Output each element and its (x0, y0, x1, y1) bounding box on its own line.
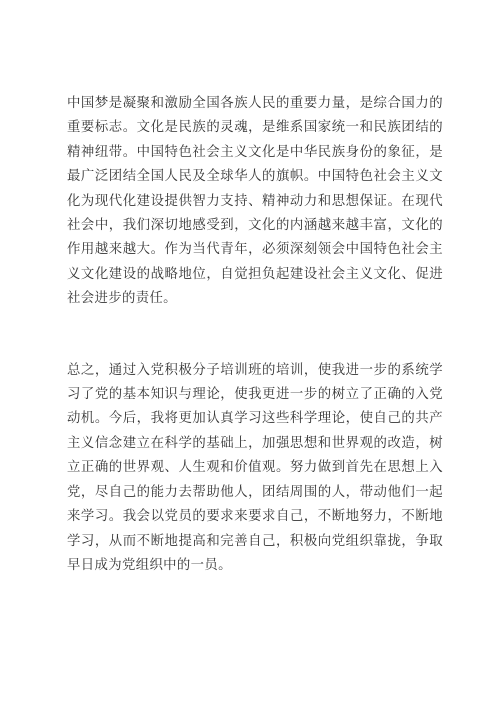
paragraph-conclusion: 总之，通过入党积极分子培训班的培训，使我进一步的系统学习了党的基本知识与理论，使我更进一步的树立了正确的入党动机。今后，我将更加认真学习这些科学理论，使自己的共产主义信念建立在科学的基础上，加强思想和世界观的改造，树立正确的世界观、人生观和价值观。努力做到首先在思想上入党，尽自己的能力去帮助他人，团结周围的人，带动他们一起来学习。我会以党员的要求来要求自己，不断地努力，不断地学习，从而不断地提高和完善自己，积极向党组织靠拢，争取早日成为党组织中的一员。 (67, 362, 443, 573)
document-body (67, 92, 443, 578)
paragraph-culture: 中国梦是凝聚和激励全国各族人民的重要力量，是综合国力的重要标志。文化是民族的灵魂，是维系国家统一和民族团结的精神纽带。中国特色社会主义文化是中华民族身份的象征，是最广泛团结全国人民及全球华人的旗帜。中国特色社会主义文化为现代化建设提供智力支持、精神动力和思想保证。在现代社会中，我们深切地感受到，文化的内涵越来越丰富，文化的作用越来越大。作为当代青年，必须深刻领会中国特色社会主义文化建设的战略地位，自觉担负起建设社会主义文化、促进社会进步的责任。 (67, 96, 443, 307)
